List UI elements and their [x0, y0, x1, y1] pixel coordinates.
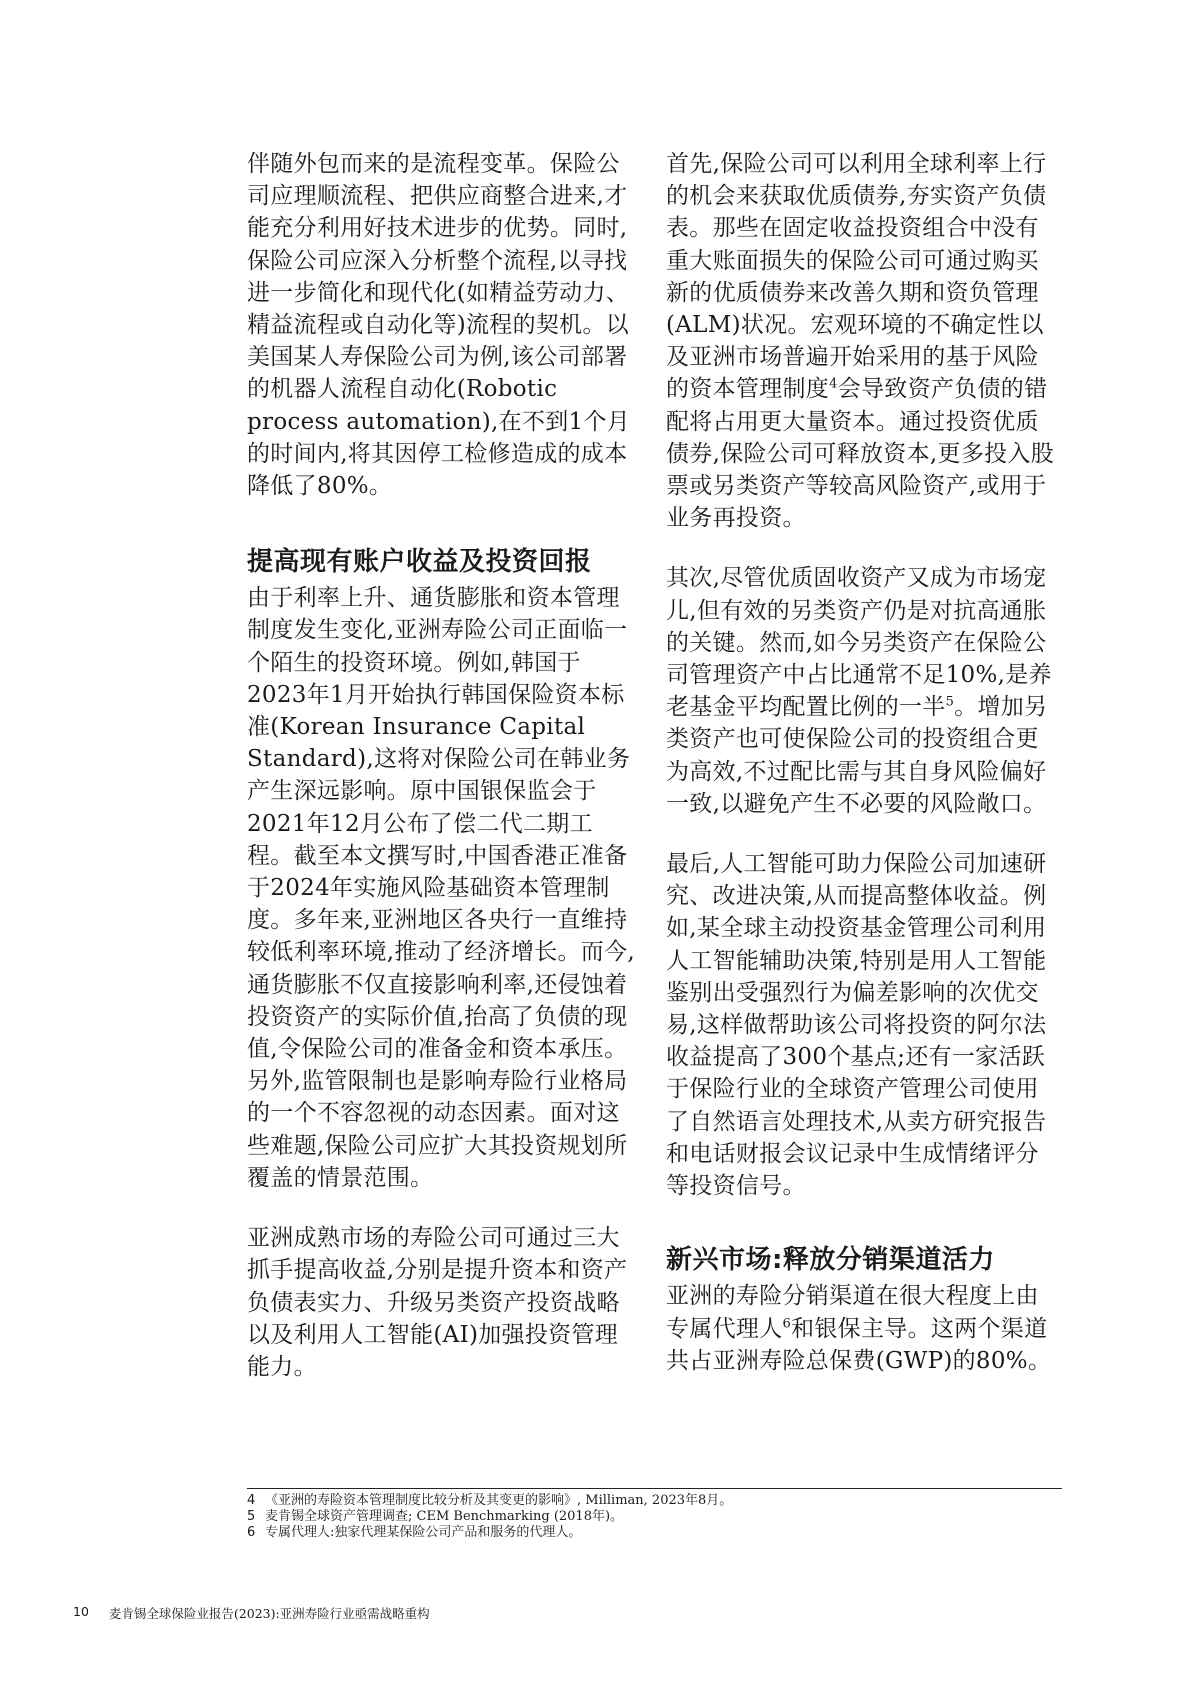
left-column — [247, 148, 637, 1383]
footnote-number: 6 — [247, 1525, 256, 1540]
footnote-ref-5[interactable]: 5 — [945, 694, 955, 710]
paragraph-text: 和银保主导。这两个渠道共占亚洲寿险总保费(GWP)的80%。 — [666, 1315, 1052, 1374]
report-title: 麦肯锡全球保险业报告(2023):亚洲寿险行业亟需战略重构 — [108, 1606, 430, 1621]
footnote-text: 《亚洲的寿险资本管理制度比较分析及其变更的影响》, Milliman, 2023年8月。 — [265, 1493, 733, 1508]
paragraph-three-levers: 亚洲成熟市场的寿险公司可通过三大抓手提高收益,分别是提升资本和资产负债表实力、升级另类资产投资战略以及利用人工智能(AI)加强投资管理能力。 — [247, 1225, 628, 1380]
footnotes — [247, 1488, 1062, 1541]
footnote-text: 专属代理人:独家代理某保险公司产品和服务的代理人。 — [265, 1525, 582, 1540]
section-heading-investment-returns: 提高现有账户收益及投资回报 — [247, 547, 592, 578]
paragraph-investment-environment: 由于利率上升、通货膨胀和资本管理制度发生变化,亚洲寿险公司正面临一个陌生的投资环境。例如,韩国于2023年1月开始执行韩国保险资本标准(Korean Insurance Capital Standard),这将对保险公司在韩业务产生深远影响。原中国银保监会于2021年12月公布了偿二代二期工程。截至本文撰写时,中国香港正准备于2024年实施风险基础资本管理制度。多年来,亚洲地区各央行一直维持较低利率环境,推动了经济增长。而今,通货膨胀不仅直接影响利率,还侵蚀着投资资产的实际价值,抬高了负债的现值,令保险公司的准备金和资本承压。另外,监管限制也是影响寿险行业格局的一个不容忽视的动态因素。面对这些难题,保险公司应扩大其投资规划所覆盖的情景范围。 — [247, 585, 636, 1191]
paragraph-process-change: 伴随外包而来的是流程变革。保险公司应理顺流程、把供应商整合进来,才能充分利用好技术进步的优势。同时,保险公司应深入分析整个流程,以寻找进一步简化和现代化(如精益劳动力、精益流程或自动化等)流程的契机。以美国某人寿保险公司为例,该公司部署的机器人流程自动化(Robotic process automation),在不到1个月的时间内,将其因停工检修造成的成本降低了80%。 — [247, 151, 631, 500]
footnote-6 — [247, 1525, 1062, 1541]
paragraph-text: 会导致资产负债的错配将占用更大量资本。通过投资优质债券,保险公司可释放资本,更多投入股票或另类资产等较高风险资产,或用于业务再投资。 — [666, 376, 1055, 532]
footnote-number: 4 — [247, 1493, 256, 1508]
footnote-number: 5 — [247, 1509, 256, 1524]
page-number: 10 — [73, 1604, 89, 1619]
footnote-text: 麦肯锡全球资产管理调查; CEM Benchmarking (2018年)。 — [265, 1509, 624, 1524]
right-column — [666, 148, 1056, 1377]
page-footer — [73, 1604, 430, 1622]
footnote-4 — [247, 1493, 1062, 1509]
paragraph-distribution — [666, 1280, 1056, 1377]
footnote-ref-6[interactable]: 6 — [782, 1315, 792, 1331]
footnote-5 — [247, 1509, 1062, 1525]
paragraph-text: 。增加另类资产也可使保险公司的投资组合更为高效,不过配比需与其自身风险偏好一致,以避免产生不必要的风险敞口。 — [666, 694, 1048, 817]
section-heading-emerging-markets: 新兴市场:释放分销渠道活力 — [666, 1245, 995, 1276]
paragraph-text: 亚洲的寿险分销渠道在很大程度上由专属代理人 — [666, 1283, 1039, 1342]
paragraph-text: 其次,尽管优质固收资产又成为市场宠儿,但有效的另类资产仍是对抗高通胀的关键。然而,如今另类资产在保险公司管理资产中占比通常不足10%,是养老基金平均配置比例的一半 — [666, 565, 1052, 721]
paragraph-ai: 最后,人工智能可助力保险公司加速研究、改进决策,从而提高整体收益。例如,某全球主动投资基金管理公司利用人工智能辅助决策,特别是用人工智能鉴别出受强烈行为偏差影响的次优交易,这样做帮助该公司将投资的阿尔法收益提高了300个基点;还有一家活跃于保险行业的全球资产管理公司使用了自然语言处理技术,从卖方研究报告和电话财报会议记录中生成情绪评分等投资信号。 — [666, 851, 1047, 1200]
footnote-ref-4[interactable]: 4 — [829, 376, 838, 392]
paragraph-bonds — [666, 148, 1056, 534]
paragraph-text: 首先,保险公司可以利用全球利率上行的机会来获取优质债券,夯实资产负债表。那些在固定收益投资组合中没有重大账面损失的保险公司可通过购买新的优质债券来改善久期和资负管理(ALM)状况。宏观环境的不确定性以及亚洲市场普遍开始采用的基于风险的资本管理制度 — [666, 151, 1047, 403]
paragraph-alternative-assets — [666, 562, 1056, 820]
